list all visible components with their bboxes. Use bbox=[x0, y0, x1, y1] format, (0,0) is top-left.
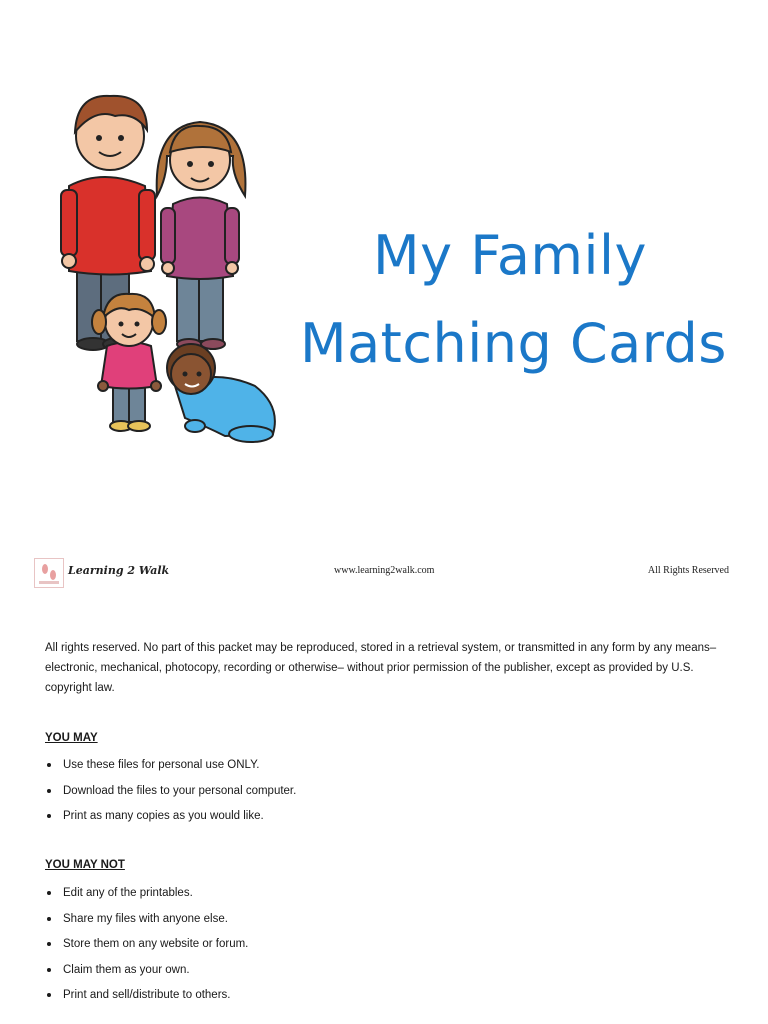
list-item: Edit any of the printables. bbox=[45, 886, 248, 912]
footprints-icon bbox=[35, 559, 63, 587]
title-line-2: Matching Cards bbox=[300, 312, 727, 375]
you-may-not-heading: YOU MAY NOT bbox=[45, 859, 125, 871]
girl-figure bbox=[92, 294, 166, 431]
title-line-1: My Family bbox=[373, 224, 647, 287]
you-may-heading: YOU MAY bbox=[45, 732, 98, 744]
you-may-not-list bbox=[45, 886, 248, 1014]
list-item: Download the files to your personal computer. bbox=[45, 784, 296, 810]
family-illustration bbox=[55, 86, 285, 446]
list-item: Use these files for personal use ONLY. bbox=[45, 758, 296, 784]
brand-logo bbox=[34, 558, 64, 588]
website-link[interactable]: www.learning2walk.com bbox=[334, 565, 435, 576]
list-item: Share my files with anyone else. bbox=[45, 912, 248, 938]
list-item: Claim them as your own. bbox=[45, 963, 248, 989]
you-may-list bbox=[45, 758, 296, 835]
list-item: Print as many copies as you would like. bbox=[45, 809, 296, 835]
rights-text: All Rights Reserved bbox=[647, 565, 729, 576]
list-item: Store them on any website or forum. bbox=[45, 937, 248, 963]
list-item: Print and sell/distribute to others. bbox=[45, 988, 248, 1014]
page-footer bbox=[0, 555, 768, 585]
baby-figure bbox=[167, 344, 275, 442]
copyright-paragraph: All rights reserved. No part of this packet may be reproduced, stored in a retrieval system, or transmitted in any form by any means– electronic, mechanical, photocopy, recording or otherwise– without prior permission of the publisher, except as provided by U.S. copyright law. bbox=[45, 642, 717, 694]
mom-figure bbox=[157, 122, 246, 349]
brand-name: Learning 2 Walk bbox=[68, 564, 170, 577]
page-title bbox=[300, 212, 727, 388]
